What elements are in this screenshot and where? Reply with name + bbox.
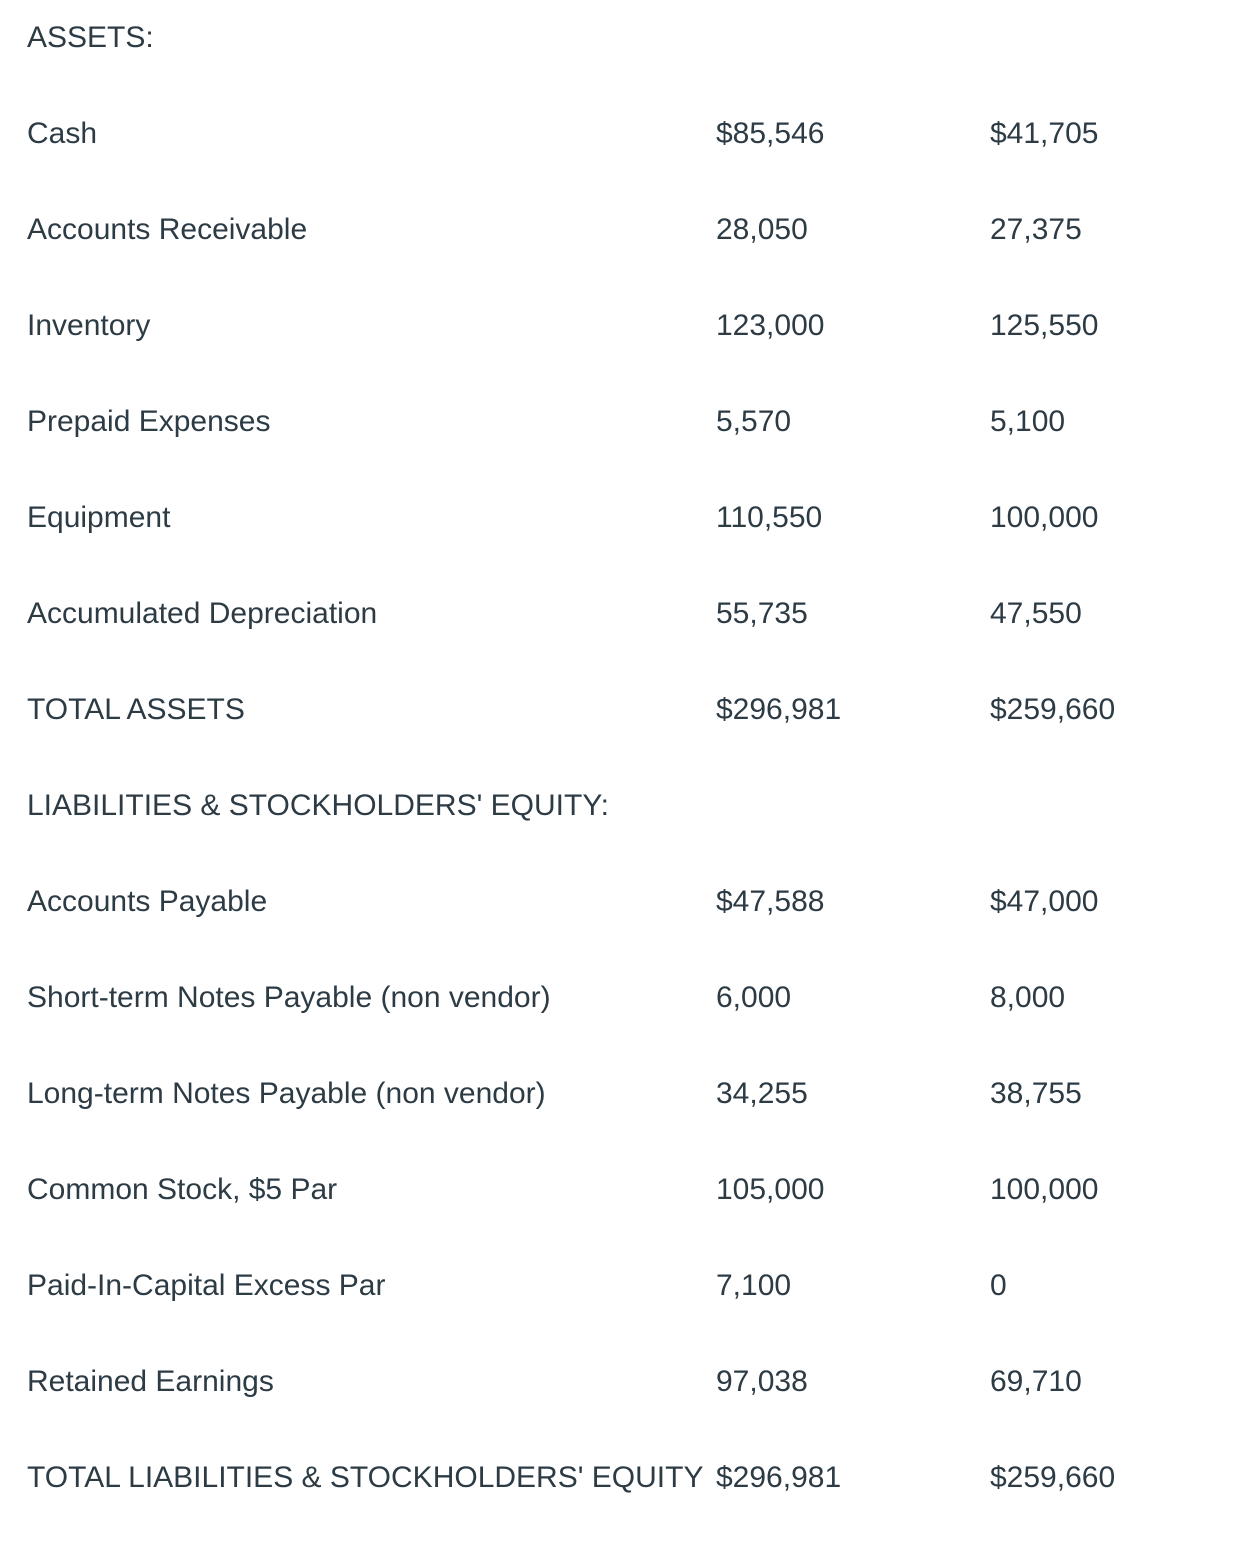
- current-value: $85,546: [716, 117, 825, 150]
- row-label: Accumulated Depreciation: [27, 597, 378, 630]
- current-value: 123,000: [716, 309, 825, 342]
- current-value: $296,981: [716, 1461, 842, 1494]
- prior-value: $41,705: [990, 117, 1099, 150]
- table-row-accounts-receivable: [0, 210, 1253, 306]
- table-row-accumulated-depreciation: [0, 594, 1253, 690]
- prior-value: 5,100: [990, 405, 1066, 438]
- current-value: 6,000: [716, 981, 792, 1014]
- row-label: Inventory: [27, 309, 151, 342]
- row-label: Short-term Notes Payable (non vendor): [27, 981, 551, 1014]
- table-row-retained-earnings: [0, 1362, 1253, 1458]
- table-row-paid-in-capital: [0, 1266, 1253, 1362]
- table-row-prepaid-expenses: [0, 402, 1253, 498]
- row-label: Accounts Receivable: [27, 213, 308, 246]
- prior-value: 38,755: [990, 1077, 1082, 1110]
- table-row-cash: [0, 114, 1253, 210]
- current-value: $47,588: [716, 885, 825, 918]
- current-value: 110,550: [716, 501, 823, 534]
- prior-value: 100,000: [990, 1173, 1099, 1206]
- prior-value: 69,710: [990, 1365, 1082, 1398]
- row-label: Equipment: [27, 501, 171, 534]
- current-value: 105,000: [716, 1173, 825, 1206]
- table-row-total-liabilities-equity: [0, 1458, 1253, 1554]
- prior-value: 0: [990, 1269, 1007, 1302]
- table-row-equipment: [0, 498, 1253, 594]
- row-label: Cash: [27, 117, 98, 150]
- current-value: 28,050: [716, 213, 808, 246]
- row-label: TOTAL LIABILITIES & STOCKHOLDERS' EQUITY: [27, 1461, 704, 1494]
- current-value: $296,981: [716, 693, 842, 726]
- table-row-accounts-payable: [0, 882, 1253, 978]
- row-label: Prepaid Expenses: [27, 405, 271, 438]
- liabilities-header-row: [0, 786, 1253, 882]
- table-row-common-stock: [0, 1170, 1253, 1266]
- prior-value: 8,000: [990, 981, 1066, 1014]
- current-value: 5,570: [716, 405, 792, 438]
- current-value: 97,038: [716, 1365, 808, 1398]
- prior-value: 125,550: [990, 309, 1099, 342]
- current-value: 55,735: [716, 597, 808, 630]
- row-label: TOTAL ASSETS: [27, 693, 245, 726]
- table-row-inventory: [0, 306, 1253, 402]
- prior-value: 100,000: [990, 501, 1099, 534]
- row-label: Retained Earnings: [27, 1365, 274, 1398]
- row-label: Paid-In-Capital Excess Par: [27, 1269, 386, 1302]
- prior-value: 27,375: [990, 213, 1082, 246]
- prior-value: $259,660: [990, 1461, 1116, 1494]
- prior-value: $259,660: [990, 693, 1116, 726]
- row-label: Common Stock, $5 Par: [27, 1173, 338, 1206]
- row-label: Long-term Notes Payable (non vendor): [27, 1077, 546, 1110]
- row-label: Accounts Payable: [27, 885, 268, 918]
- table-row-long-term-notes: [0, 1074, 1253, 1170]
- table-row-short-term-notes: [0, 978, 1253, 1074]
- prior-value: 47,550: [990, 597, 1082, 630]
- current-value: 7,100: [716, 1269, 792, 1302]
- section-header-liabilities: LIABILITIES & STOCKHOLDERS' EQUITY:: [27, 789, 610, 822]
- current-value: 34,255: [716, 1077, 808, 1110]
- assets-header-row: [0, 18, 1253, 114]
- section-header-assets: ASSETS:: [27, 21, 154, 54]
- prior-value: $47,000: [990, 885, 1099, 918]
- table-row-total-assets: [0, 690, 1253, 786]
